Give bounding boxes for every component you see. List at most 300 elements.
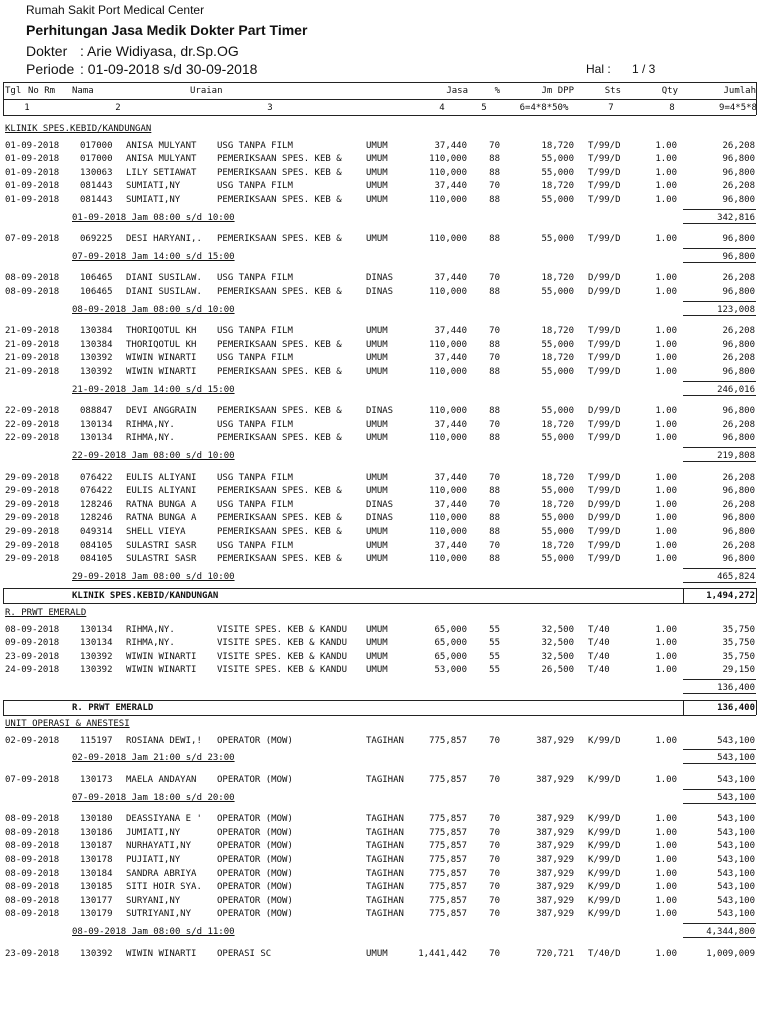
table-cell: 081443 bbox=[80, 195, 113, 205]
table-cell: 37,440 bbox=[434, 273, 467, 284]
table-cell: 1.00 bbox=[655, 882, 677, 893]
table-cell: OPERATOR (MOW) bbox=[217, 841, 293, 852]
table-cell: 35,750 bbox=[722, 651, 755, 662]
table-cell: 130134 bbox=[80, 638, 113, 649]
table-cell: 130134 bbox=[80, 419, 113, 430]
table-cell: WIWIN WINARTI bbox=[126, 367, 197, 377]
table-cell: 1.00 bbox=[655, 287, 677, 297]
table-cell: 55,000 bbox=[541, 195, 574, 205]
table-cell: 26,208 bbox=[722, 499, 755, 510]
table-cell: 55,000 bbox=[541, 234, 574, 245]
table-cell: ANISA MULYANT bbox=[126, 154, 197, 165]
table-cell: 21-09-2018 bbox=[5, 367, 60, 377]
table-cell: 37,440 bbox=[434, 140, 467, 151]
table-cell: 21-09-2018 bbox=[5, 326, 60, 337]
table-cell: 110,000 bbox=[429, 234, 467, 245]
group-total: 465,824 bbox=[717, 571, 755, 582]
table-cell: 70 bbox=[489, 827, 500, 838]
table-cell: 53,000 bbox=[434, 665, 467, 676]
table-cell: 110,000 bbox=[429, 486, 467, 497]
table-cell: 01-09-2018 bbox=[5, 195, 60, 205]
table-cell: TAGIHAN bbox=[366, 814, 404, 825]
table-row bbox=[0, 664, 768, 677]
doctor-label: Dokter bbox=[26, 43, 68, 59]
table-cell: 387,929 bbox=[536, 895, 574, 906]
table-cell: 29,150 bbox=[722, 665, 755, 676]
table-cell: USG TANPA FILM bbox=[217, 499, 293, 510]
table-cell: T/40 bbox=[588, 624, 610, 635]
column-number: 6=4*8*50% bbox=[519, 103, 569, 113]
table-cell: 1.00 bbox=[655, 181, 677, 192]
table-cell: TAGIHAN bbox=[366, 868, 404, 879]
table-cell: PEMERIKSAAN SPES. KEB & bbox=[217, 513, 342, 524]
column-number: 5 bbox=[481, 103, 487, 113]
table-cell: 1.00 bbox=[655, 513, 677, 524]
hospital-name: Rumah Sakit Port Medical Center bbox=[26, 3, 205, 17]
table-cell: 543,100 bbox=[717, 841, 755, 852]
table-cell: 1.00 bbox=[655, 948, 677, 959]
column-header: Sts bbox=[604, 86, 621, 96]
table-cell: K/99/D bbox=[588, 827, 621, 838]
time-range-label: 02-09-2018 Jam 21:00 s/d 23:00 bbox=[72, 753, 235, 764]
table-cell: PEMERIKSAAN SPES. KEB & bbox=[217, 486, 342, 497]
table-cell: D/99/D bbox=[588, 273, 621, 284]
table-cell: 88 bbox=[489, 433, 500, 444]
table-cell: 96,800 bbox=[722, 195, 755, 205]
table-cell: 70 bbox=[489, 868, 500, 879]
table-cell: DINAS bbox=[366, 513, 394, 524]
table-cell: 65,000 bbox=[434, 624, 467, 635]
time-range-label: 07-09-2018 Jam 18:00 s/d 20:00 bbox=[72, 792, 235, 803]
table-cell: T/99/D bbox=[588, 367, 621, 377]
table-cell: 049314 bbox=[80, 527, 113, 537]
column-number: 2 bbox=[115, 103, 121, 113]
table-cell: 96,800 bbox=[722, 154, 755, 165]
table-cell: 32,500 bbox=[541, 624, 574, 635]
table-cell: 01-09-2018 bbox=[5, 154, 60, 165]
column-header: Tgl bbox=[5, 86, 22, 96]
table-cell: 543,100 bbox=[717, 882, 755, 893]
table-cell: UMUM bbox=[366, 181, 388, 192]
table-cell: 088847 bbox=[80, 406, 113, 417]
table-cell: USG TANPA FILM bbox=[217, 273, 293, 284]
table-cell: 543,100 bbox=[717, 827, 755, 838]
section-total-name: KLINIK SPES.KEBID/KANDUNGAN bbox=[72, 591, 219, 602]
table-row bbox=[0, 854, 768, 867]
table-row bbox=[0, 908, 768, 921]
table-cell: TAGIHAN bbox=[366, 895, 404, 906]
table-cell: T/40 bbox=[588, 638, 610, 649]
table-cell: MAELA ANDAYAN bbox=[126, 775, 197, 785]
table-cell: 387,929 bbox=[536, 775, 574, 785]
table-cell: 081443 bbox=[80, 181, 113, 192]
table-cell: 32,500 bbox=[541, 651, 574, 662]
table-cell: 18,720 bbox=[541, 499, 574, 510]
table-cell: 96,800 bbox=[722, 367, 755, 377]
table-cell: T/99/D bbox=[588, 167, 621, 178]
table-cell: DINAS bbox=[366, 287, 394, 297]
table-cell: TAGIHAN bbox=[366, 841, 404, 852]
table-cell: 88 bbox=[489, 287, 500, 297]
table-cell: 543,100 bbox=[717, 909, 755, 920]
table-cell: 1.00 bbox=[655, 472, 677, 483]
table-cell: T/99/D bbox=[588, 339, 621, 350]
table-cell: T/99/D bbox=[588, 554, 621, 565]
table-cell: 88 bbox=[489, 339, 500, 350]
table-cell: WIWIN WINARTI bbox=[126, 353, 197, 364]
table-cell: 130173 bbox=[80, 775, 113, 785]
table-cell: 88 bbox=[489, 195, 500, 205]
table-cell: 96,800 bbox=[722, 339, 755, 350]
table-cell: 110,000 bbox=[429, 527, 467, 537]
table-cell: PEMERIKSAAN SPES. KEB & bbox=[217, 433, 342, 444]
table-cell: 130187 bbox=[80, 841, 113, 852]
table-row bbox=[0, 624, 768, 637]
table-cell: UMUM bbox=[366, 195, 388, 205]
table-cell: UMUM bbox=[366, 948, 388, 959]
table-cell: 387,929 bbox=[536, 868, 574, 879]
table-cell: TAGIHAN bbox=[366, 827, 404, 838]
table-cell: UMUM bbox=[366, 638, 388, 649]
table-row bbox=[0, 233, 768, 246]
table-cell: 18,720 bbox=[541, 181, 574, 192]
table-cell: 55 bbox=[489, 624, 500, 635]
table-cell: UMUM bbox=[366, 326, 388, 337]
table-cell: 076422 bbox=[80, 486, 113, 497]
column-header: Qty bbox=[661, 86, 678, 96]
table-cell: 88 bbox=[489, 513, 500, 524]
table-cell: 70 bbox=[489, 909, 500, 920]
table-cell: SHELL VIEYA bbox=[126, 527, 186, 537]
table-cell: 130179 bbox=[80, 909, 113, 920]
table-cell: VISITE SPES. KEB & KANDU bbox=[217, 638, 348, 649]
table-cell: 02-09-2018 bbox=[5, 735, 60, 746]
period-label: Periode bbox=[26, 61, 75, 77]
table-cell: 88 bbox=[489, 486, 500, 497]
table-cell: 37,440 bbox=[434, 540, 467, 551]
table-row bbox=[0, 499, 768, 512]
table-cell: 084105 bbox=[80, 540, 113, 551]
table-cell: ANISA MULYANT bbox=[126, 140, 197, 151]
table-cell: 26,500 bbox=[541, 665, 574, 676]
table-cell: 387,929 bbox=[536, 855, 574, 865]
table-cell: 35,750 bbox=[722, 638, 755, 649]
table-cell: UMUM bbox=[366, 154, 388, 165]
table-row bbox=[0, 637, 768, 650]
table-cell: 26,208 bbox=[722, 273, 755, 284]
table-row bbox=[0, 735, 768, 748]
section-name: UNIT OPERASI & ANESTESI bbox=[5, 719, 130, 730]
table-cell: T/99/D bbox=[588, 234, 621, 245]
table-cell: K/99/D bbox=[588, 895, 621, 906]
table-cell: 18,720 bbox=[541, 326, 574, 337]
table-cell: OPERATOR (MOW) bbox=[217, 735, 293, 746]
table-cell: UMUM bbox=[366, 339, 388, 350]
table-cell: 1.00 bbox=[655, 154, 677, 165]
column-number: 7 bbox=[608, 103, 614, 113]
table-row bbox=[0, 948, 768, 961]
table-cell: 96,800 bbox=[722, 287, 755, 297]
table-cell: USG TANPA FILM bbox=[217, 181, 293, 192]
table-row bbox=[0, 827, 768, 840]
table-cell: RIHMA,NY. bbox=[126, 638, 175, 649]
table-row bbox=[0, 286, 768, 299]
table-cell: RIHMA,NY. bbox=[126, 433, 175, 444]
table-cell: SURYANI,NY bbox=[126, 895, 181, 906]
table-cell: 22-09-2018 bbox=[5, 419, 60, 430]
table-cell: UMUM bbox=[366, 167, 388, 178]
table-cell: 387,929 bbox=[536, 882, 574, 893]
table-cell: USG TANPA FILM bbox=[217, 419, 293, 430]
group-total: 246,016 bbox=[717, 384, 755, 395]
table-cell: 110,000 bbox=[429, 195, 467, 205]
table-cell: 775,857 bbox=[429, 855, 467, 865]
table-cell: T/99/D bbox=[588, 486, 621, 497]
table-cell: 084105 bbox=[80, 554, 113, 565]
table-cell: 70 bbox=[489, 735, 500, 746]
table-cell: 01-09-2018 bbox=[5, 181, 60, 192]
table-cell: 88 bbox=[489, 554, 500, 565]
table-cell: 110,000 bbox=[429, 154, 467, 165]
table-row bbox=[0, 512, 768, 525]
table-cell: K/99/D bbox=[588, 814, 621, 825]
table-cell: 55 bbox=[489, 651, 500, 662]
table-cell: WIWIN WINARTI bbox=[126, 665, 197, 676]
table-cell: 55,000 bbox=[541, 406, 574, 417]
table-cell: 1.00 bbox=[655, 909, 677, 920]
table-cell: 130392 bbox=[80, 665, 113, 676]
table-row bbox=[0, 774, 768, 787]
table-cell: DIANI SUSILAW. bbox=[126, 287, 202, 297]
table-cell: K/99/D bbox=[588, 909, 621, 920]
table-cell: 55,000 bbox=[541, 486, 574, 497]
table-cell: PUJIATI,NY bbox=[126, 855, 181, 865]
table-cell: 55,000 bbox=[541, 167, 574, 178]
column-number: 8 bbox=[669, 103, 675, 113]
table-cell: K/99/D bbox=[588, 868, 621, 879]
table-cell: 55,000 bbox=[541, 527, 574, 537]
time-range-label: 08-09-2018 Jam 08:00 s/d 11:00 bbox=[72, 927, 235, 937]
table-cell: DESI HARYANI,. bbox=[126, 234, 202, 245]
table-cell: USG TANPA FILM bbox=[217, 540, 293, 551]
table-cell: 128246 bbox=[80, 513, 113, 524]
table-cell: DEASSIYANA E ' bbox=[126, 814, 202, 825]
table-cell: RIHMA,NY. bbox=[126, 624, 175, 635]
table-cell: 1.00 bbox=[655, 554, 677, 565]
table-cell: 70 bbox=[489, 775, 500, 785]
column-header: Jm DPP bbox=[541, 86, 574, 96]
table-cell: RATNA BUNGA A bbox=[126, 499, 197, 510]
table-cell: 543,100 bbox=[717, 735, 755, 746]
table-cell: 37,440 bbox=[434, 419, 467, 430]
column-header: % bbox=[494, 86, 500, 96]
table-cell: TAGIHAN bbox=[366, 775, 404, 785]
table-cell: 23-09-2018 bbox=[5, 651, 60, 662]
table-cell: PEMERIKSAAN SPES. KEB & bbox=[217, 339, 342, 350]
table-cell: 110,000 bbox=[429, 406, 467, 417]
table-cell: T/99/D bbox=[588, 353, 621, 364]
column-number: 1 bbox=[24, 103, 30, 113]
table-cell: 18,720 bbox=[541, 353, 574, 364]
table-cell: 130178 bbox=[80, 855, 113, 865]
table-cell: T/99/D bbox=[588, 472, 621, 483]
table-row bbox=[0, 840, 768, 853]
table-cell: T/99/D bbox=[588, 195, 621, 205]
table-cell: 1.00 bbox=[655, 540, 677, 551]
table-row bbox=[0, 651, 768, 664]
table-cell: 09-09-2018 bbox=[5, 638, 60, 649]
table-cell: 1.00 bbox=[655, 167, 677, 178]
table-row bbox=[0, 881, 768, 894]
table-cell: UMUM bbox=[366, 527, 388, 537]
page-label: Hal : bbox=[586, 62, 611, 76]
table-row bbox=[0, 194, 768, 207]
table-cell: 08-09-2018 bbox=[5, 895, 60, 906]
table-cell: 775,857 bbox=[429, 868, 467, 879]
table-cell: UMUM bbox=[366, 367, 388, 377]
table-cell: T/40/D bbox=[588, 948, 621, 959]
table-cell: UMUM bbox=[366, 486, 388, 497]
table-cell: OPERATOR (MOW) bbox=[217, 868, 293, 879]
table-row bbox=[0, 167, 768, 180]
table-cell: DINAS bbox=[366, 273, 394, 284]
table-cell: 076422 bbox=[80, 472, 113, 483]
table-cell: 130392 bbox=[80, 353, 113, 364]
section-total-name: R. PRWT EMERALD bbox=[72, 702, 154, 713]
table-cell: 21-09-2018 bbox=[5, 353, 60, 364]
table-cell: 08-09-2018 bbox=[5, 827, 60, 838]
table-cell: 70 bbox=[489, 814, 500, 825]
table-cell: 069225 bbox=[80, 234, 113, 245]
table-cell: 18,720 bbox=[541, 140, 574, 151]
table-cell: OPERATOR (MOW) bbox=[217, 775, 293, 785]
time-range-label: 21-09-2018 Jam 14:00 s/d 15:00 bbox=[72, 384, 235, 395]
table-cell: PEMERIKSAAN SPES. KEB & bbox=[217, 167, 342, 178]
table-cell: UMUM bbox=[366, 554, 388, 565]
table-cell: 70 bbox=[489, 499, 500, 510]
table-cell: 29-09-2018 bbox=[5, 540, 60, 551]
group-total: 219,808 bbox=[717, 451, 755, 461]
table-cell: 1.00 bbox=[655, 486, 677, 497]
table-cell: UMUM bbox=[366, 651, 388, 662]
table-cell: 130384 bbox=[80, 339, 113, 350]
table-cell: 96,800 bbox=[722, 433, 755, 444]
table-cell: 128246 bbox=[80, 499, 113, 510]
table-cell: T/99/D bbox=[588, 154, 621, 165]
table-cell: D/99/D bbox=[588, 499, 621, 510]
table-cell: 08-09-2018 bbox=[5, 287, 60, 297]
table-cell: 130186 bbox=[80, 827, 113, 838]
table-cell: T/40 bbox=[588, 665, 610, 676]
group-total: 123,008 bbox=[717, 304, 755, 315]
table-cell: 65,000 bbox=[434, 651, 467, 662]
table-cell: 775,857 bbox=[429, 827, 467, 838]
table-cell: 130384 bbox=[80, 326, 113, 337]
section-name: KLINIK SPES.KEBID/KANDUNGAN bbox=[5, 124, 152, 134]
table-cell: 130134 bbox=[80, 624, 113, 635]
table-cell: K/99/D bbox=[588, 735, 621, 746]
table-row bbox=[0, 272, 768, 285]
table-cell: T/99/D bbox=[588, 140, 621, 151]
table-cell: 1,441,442 bbox=[418, 948, 467, 959]
table-cell: TAGIHAN bbox=[366, 909, 404, 920]
table-row bbox=[0, 325, 768, 338]
table-row bbox=[0, 868, 768, 881]
table-cell: 1.00 bbox=[655, 367, 677, 377]
table-row bbox=[0, 140, 768, 153]
table-cell: 130392 bbox=[80, 948, 113, 959]
table-cell: 1.00 bbox=[655, 624, 677, 635]
table-cell: 775,857 bbox=[429, 882, 467, 893]
table-cell: 1.00 bbox=[655, 735, 677, 746]
table-row bbox=[0, 180, 768, 193]
table-cell: 01-09-2018 bbox=[5, 140, 60, 151]
table-cell: DIANI SUSILAW. bbox=[126, 273, 202, 284]
table-row bbox=[0, 366, 768, 379]
table-cell: 1.00 bbox=[655, 638, 677, 649]
table-cell: T/99/D bbox=[588, 527, 621, 537]
table-cell: 130180 bbox=[80, 814, 113, 825]
table-cell: SUTRIYANI,NY bbox=[126, 909, 192, 920]
table-cell: 88 bbox=[489, 527, 500, 537]
table-cell: 26,208 bbox=[722, 353, 755, 364]
table-cell: 08-09-2018 bbox=[5, 855, 60, 865]
table-cell: 08-09-2018 bbox=[5, 882, 60, 893]
table-cell: 387,929 bbox=[536, 814, 574, 825]
table-cell: 1.00 bbox=[655, 827, 677, 838]
table-cell: UMUM bbox=[366, 665, 388, 676]
table-cell: PEMERIKSAAN SPES. KEB & bbox=[217, 287, 342, 297]
table-cell: 1.00 bbox=[655, 353, 677, 364]
table-cell: THORIQOTUL KH bbox=[126, 326, 197, 337]
table-cell: 70 bbox=[489, 326, 500, 337]
group-total: 543,100 bbox=[717, 753, 755, 764]
table-cell: VISITE SPES. KEB & KANDU bbox=[217, 624, 348, 635]
table-cell: 37,440 bbox=[434, 326, 467, 337]
table-cell: 07-09-2018 bbox=[5, 234, 60, 245]
table-cell: 37,440 bbox=[434, 353, 467, 364]
table-cell: 08-09-2018 bbox=[5, 841, 60, 852]
column-number: 9=4*5*8 bbox=[719, 103, 757, 113]
table-cell: UMUM bbox=[366, 140, 388, 151]
table-cell: 08-09-2018 bbox=[5, 814, 60, 825]
table-cell: WIWIN WINARTI bbox=[126, 948, 197, 959]
table-cell: OPERATOR (MOW) bbox=[217, 855, 293, 865]
table-cell: PEMERIKSAAN SPES. KEB & bbox=[217, 367, 342, 377]
table-cell: 1.00 bbox=[655, 499, 677, 510]
table-cell: 1.00 bbox=[655, 814, 677, 825]
table-cell: UMUM bbox=[366, 234, 388, 245]
table-cell: 55,000 bbox=[541, 154, 574, 165]
table-cell: 1.00 bbox=[655, 234, 677, 245]
table-cell: 29-09-2018 bbox=[5, 486, 60, 497]
table-cell: USG TANPA FILM bbox=[217, 353, 293, 364]
time-range-label: 22-09-2018 Jam 08:00 s/d 10:00 bbox=[72, 451, 235, 461]
table-cell: OPERATOR (MOW) bbox=[217, 895, 293, 906]
table-cell: 70 bbox=[489, 948, 500, 959]
table-cell: T/99/D bbox=[588, 181, 621, 192]
table-cell: 26,208 bbox=[722, 419, 755, 430]
table-cell: EULIS ALIYANI bbox=[126, 486, 197, 497]
table-cell: SULASTRI SASR bbox=[126, 554, 197, 565]
table-cell: 1.00 bbox=[655, 140, 677, 151]
table-cell: T/99/D bbox=[588, 433, 621, 444]
table-cell: 55,000 bbox=[541, 554, 574, 565]
table-cell: 55,000 bbox=[541, 513, 574, 524]
table-cell: VISITE SPES. KEB & KANDU bbox=[217, 665, 348, 676]
table-cell: 55 bbox=[489, 665, 500, 676]
table-cell: 1.00 bbox=[655, 195, 677, 205]
